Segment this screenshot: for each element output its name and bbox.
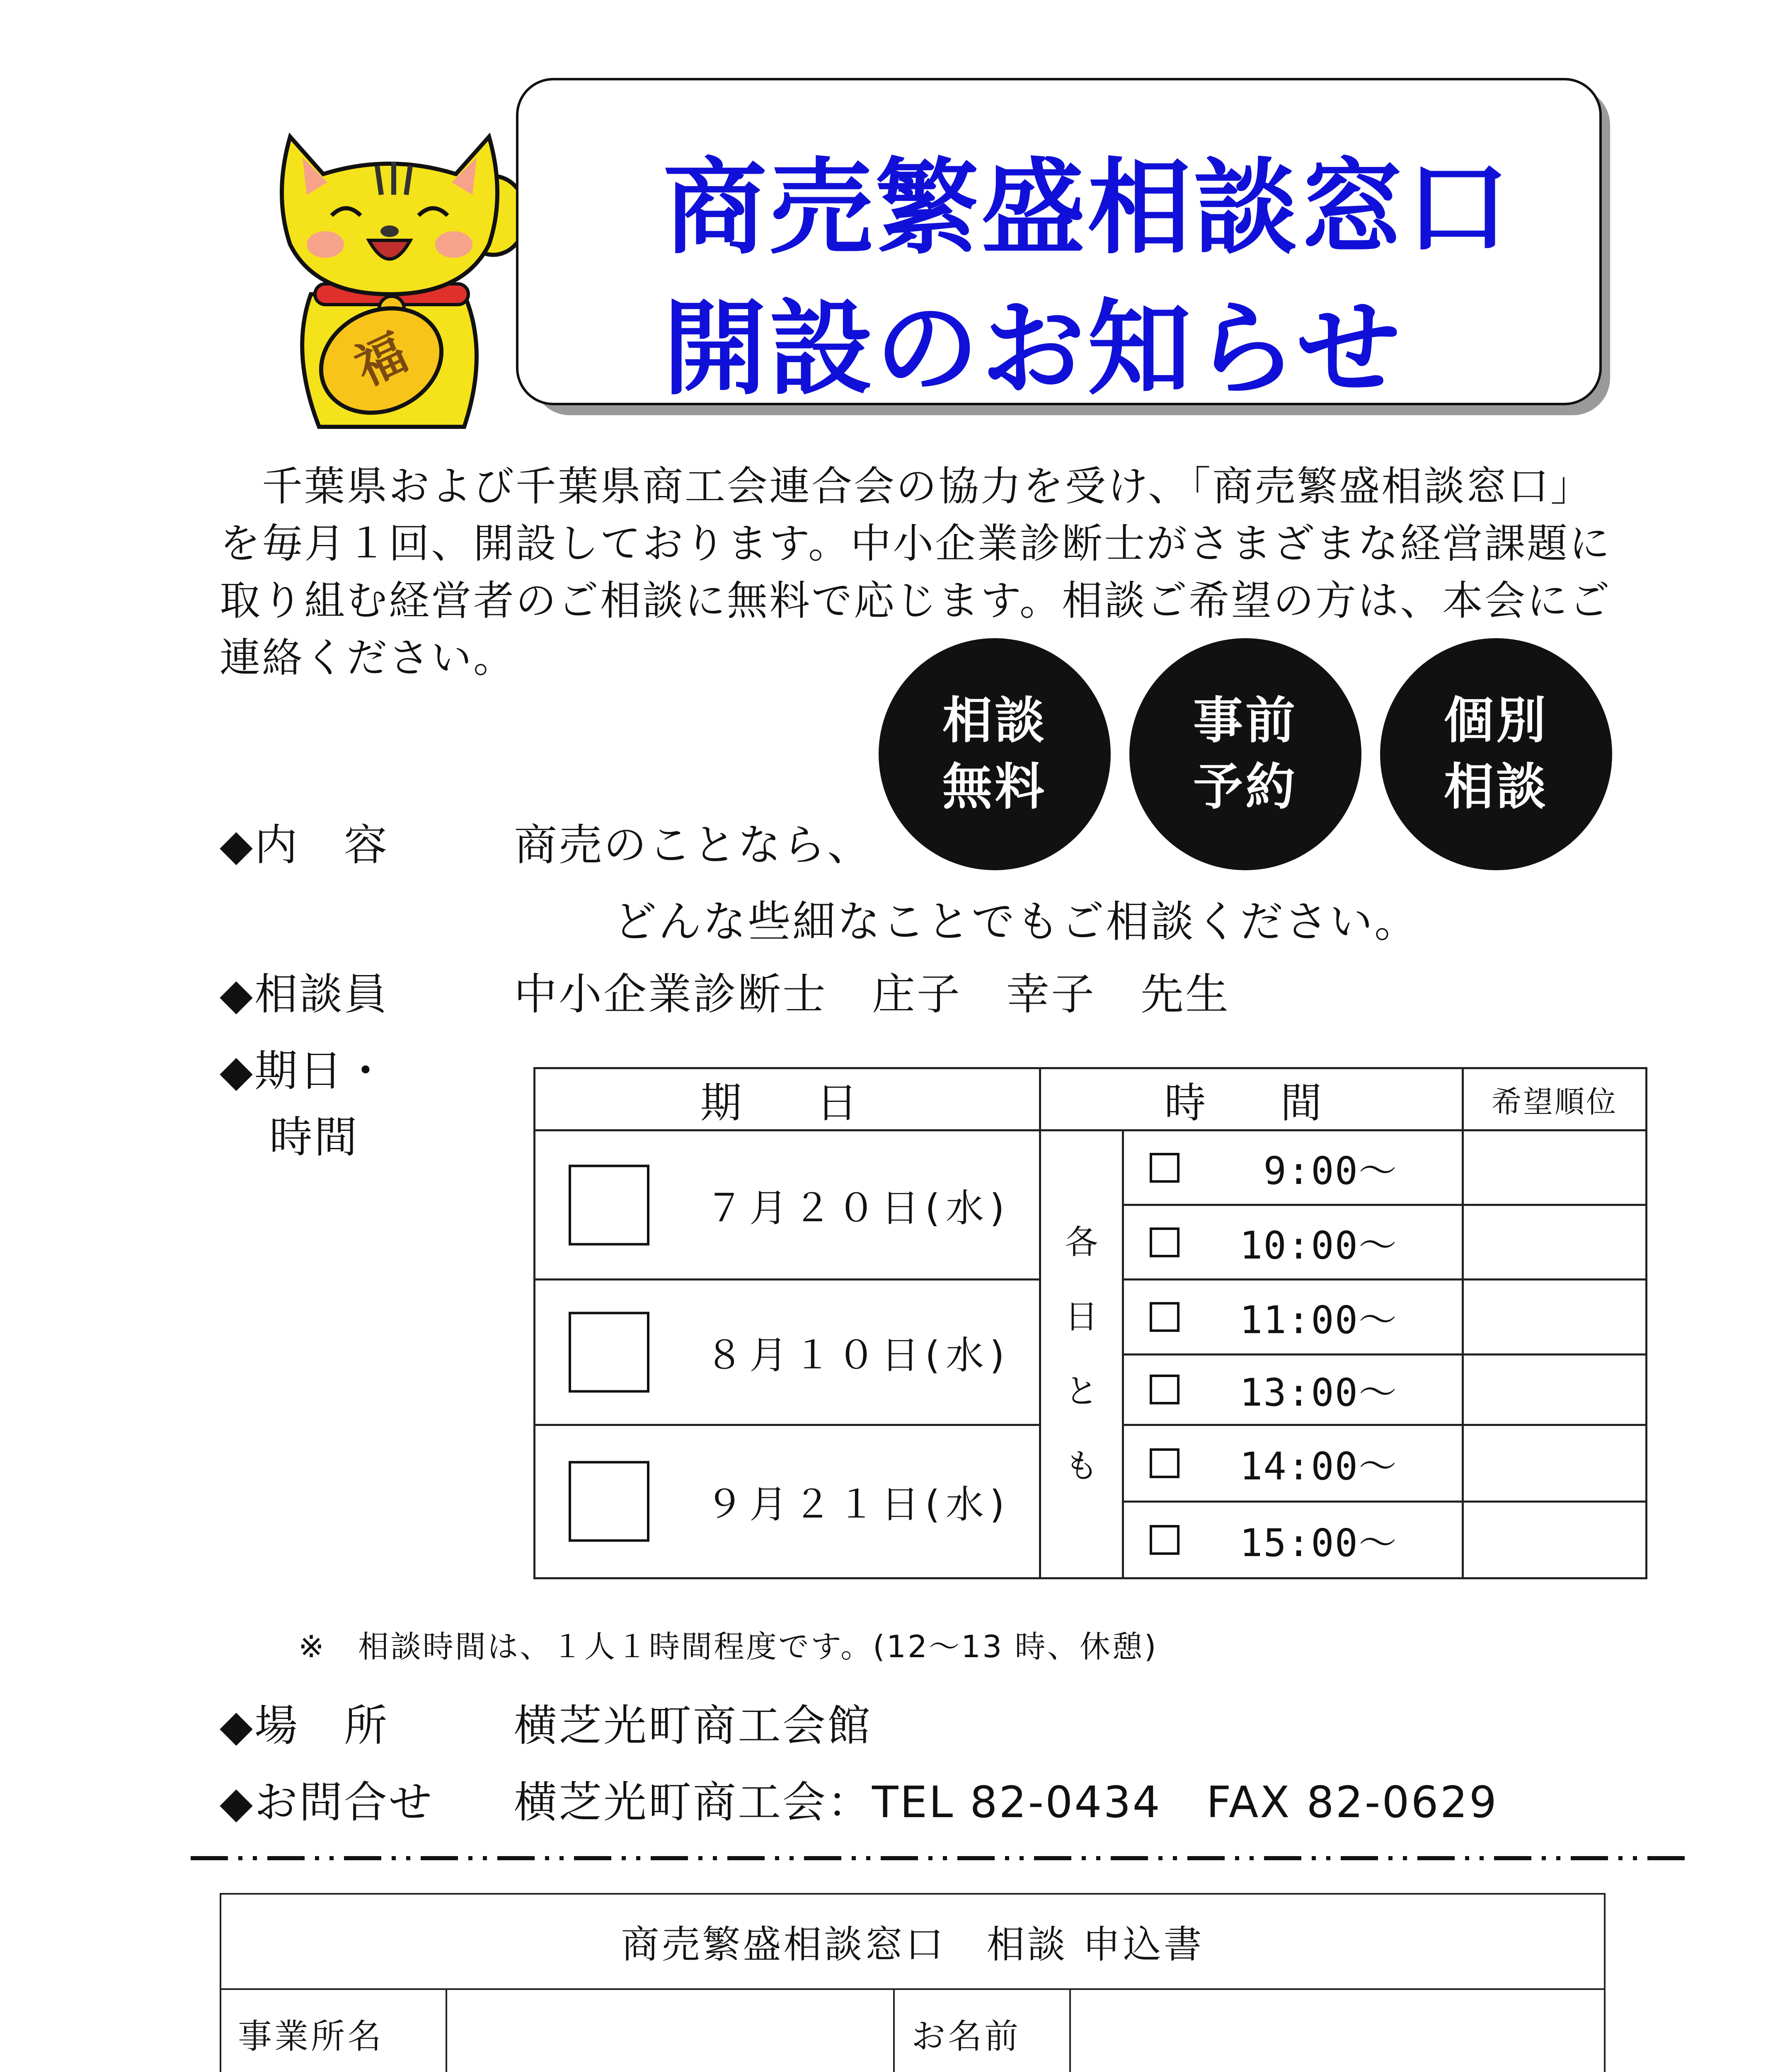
time-4: 13:00～	[1240, 1370, 1397, 1415]
rank-cell-4[interactable]	[1463, 1354, 1647, 1425]
rank-cell-5[interactable]	[1463, 1425, 1647, 1501]
schedule-label-1: ◆期日・	[220, 1046, 389, 1096]
date-3: ９月２１日(水)	[705, 1482, 1010, 1527]
time-row-1[interactable]	[1123, 1130, 1463, 1205]
intro-line-2: を毎月１回、開設しております。中小企業診断士がさまざまな経営課題に	[220, 520, 1612, 567]
time-checkbox-5[interactable]	[1150, 1448, 1179, 1478]
badge-free-line2: 無料	[942, 758, 1047, 816]
each-day-2: 日	[1065, 1297, 1098, 1336]
intro-line-1: 千葉県および千葉県商工会連合会の協力を受け、「商売繁盛相談窓口」	[220, 463, 1593, 510]
name-field[interactable]	[1070, 1989, 1605, 2072]
date-2: ８月１０日(水)	[705, 1333, 1010, 1378]
date-row-2[interactable]	[535, 1280, 1040, 1425]
time-6: 15:00～	[1240, 1520, 1397, 1565]
each-day-3: と	[1065, 1372, 1098, 1411]
badge-reservation-line2: 予約	[1193, 758, 1298, 816]
time-row-2[interactable]	[1123, 1205, 1463, 1280]
date-1: ７月２０日(水)	[705, 1186, 1010, 1230]
date-checkbox-1[interactable]	[569, 1164, 649, 1245]
time-checkbox-2[interactable]	[1150, 1227, 1179, 1257]
time-1: 9:00～	[1263, 1148, 1397, 1193]
badge-free-line1: 相談	[942, 692, 1047, 750]
time-checkbox-6[interactable]	[1150, 1525, 1179, 1555]
each-day-4: も	[1065, 1447, 1098, 1486]
contact-label: ◆お問合せ	[220, 1777, 434, 1828]
content-value: 商売のことなら、	[514, 820, 872, 870]
date-checkbox-3[interactable]	[569, 1461, 649, 1542]
rank-cell-3[interactable]	[1463, 1280, 1647, 1354]
time-2: 10:00～	[1240, 1223, 1397, 1268]
duration-note: ※ 相談時間は、１人１時間程度です。(12～13 時、休憩)	[298, 1629, 1158, 1665]
badge-free	[879, 638, 1111, 870]
date-checkbox-2[interactable]	[569, 1312, 649, 1393]
maneki-neko-icon	[257, 120, 530, 435]
time-row-5[interactable]	[1123, 1425, 1463, 1501]
schedule-label-2: 時間	[269, 1112, 359, 1162]
consultant-value: 中小企業診断士 庄子 幸子 先生	[514, 969, 1230, 1019]
time-row-4[interactable]	[1123, 1354, 1463, 1425]
badge-individual-line2: 相談	[1444, 758, 1548, 816]
header-date: 期 日	[535, 1068, 1040, 1130]
rank-cell-2[interactable]	[1463, 1205, 1647, 1280]
each-day-1: 各	[1065, 1223, 1098, 1262]
badge-reservation-line1: 事前	[1193, 692, 1298, 750]
date-row-3[interactable]	[535, 1425, 1040, 1578]
coin-badge-text: 福	[346, 324, 416, 397]
office-name-label: 事業所名	[220, 1989, 446, 2072]
header-rank: 希望順位	[1463, 1068, 1647, 1130]
badge-individual	[1380, 638, 1612, 870]
intro-line-4: 連絡ください。	[220, 634, 516, 682]
title-line-1: 商売繁盛相談窓口	[663, 148, 1512, 268]
time-row-6[interactable]	[1123, 1501, 1463, 1578]
time-checkbox-3[interactable]	[1150, 1302, 1179, 1332]
badge-reservation	[1129, 638, 1361, 870]
content-value-2: どんな些細なことでもご相談ください。	[613, 896, 1419, 947]
time-checkbox-1[interactable]	[1150, 1153, 1179, 1183]
cut-line	[191, 1853, 1687, 1863]
date-row-1[interactable]	[535, 1130, 1040, 1280]
contact-value: 横芝光町商工会：TEL 82-0434 FAX 82-0629	[514, 1777, 1499, 1828]
each-day-note	[1040, 1130, 1123, 1578]
name-label: お名前	[894, 1989, 1070, 2072]
time-3: 11:00～	[1240, 1297, 1397, 1342]
intro-line-3: 取り組む経営者のご相談に無料で応じます。相談ご希望の方は、本会にご	[220, 577, 1612, 625]
time-checkbox-4[interactable]	[1150, 1375, 1179, 1404]
title-line-2: 開設のお知らせ	[663, 288, 1403, 409]
form-title: 商売繁盛相談窓口 相談 申込書	[220, 1894, 1605, 1989]
rank-cell-1[interactable]	[1463, 1130, 1647, 1205]
header-time: 時 間	[1040, 1068, 1463, 1130]
time-5: 14:00～	[1240, 1444, 1397, 1489]
place-label: ◆場 所	[220, 1700, 389, 1751]
place-value: 横芝光町商工会館	[514, 1700, 872, 1751]
badge-individual-line1: 個別	[1444, 692, 1548, 750]
consultant-label: ◆相談員	[220, 969, 389, 1019]
application-form	[220, 1893, 1606, 2072]
schedule-table	[533, 1067, 1647, 1579]
office-name-field[interactable]	[446, 1989, 894, 2072]
time-row-3[interactable]	[1123, 1280, 1463, 1354]
rank-cell-6[interactable]	[1463, 1501, 1647, 1578]
content-label: ◆内 容	[220, 820, 389, 870]
